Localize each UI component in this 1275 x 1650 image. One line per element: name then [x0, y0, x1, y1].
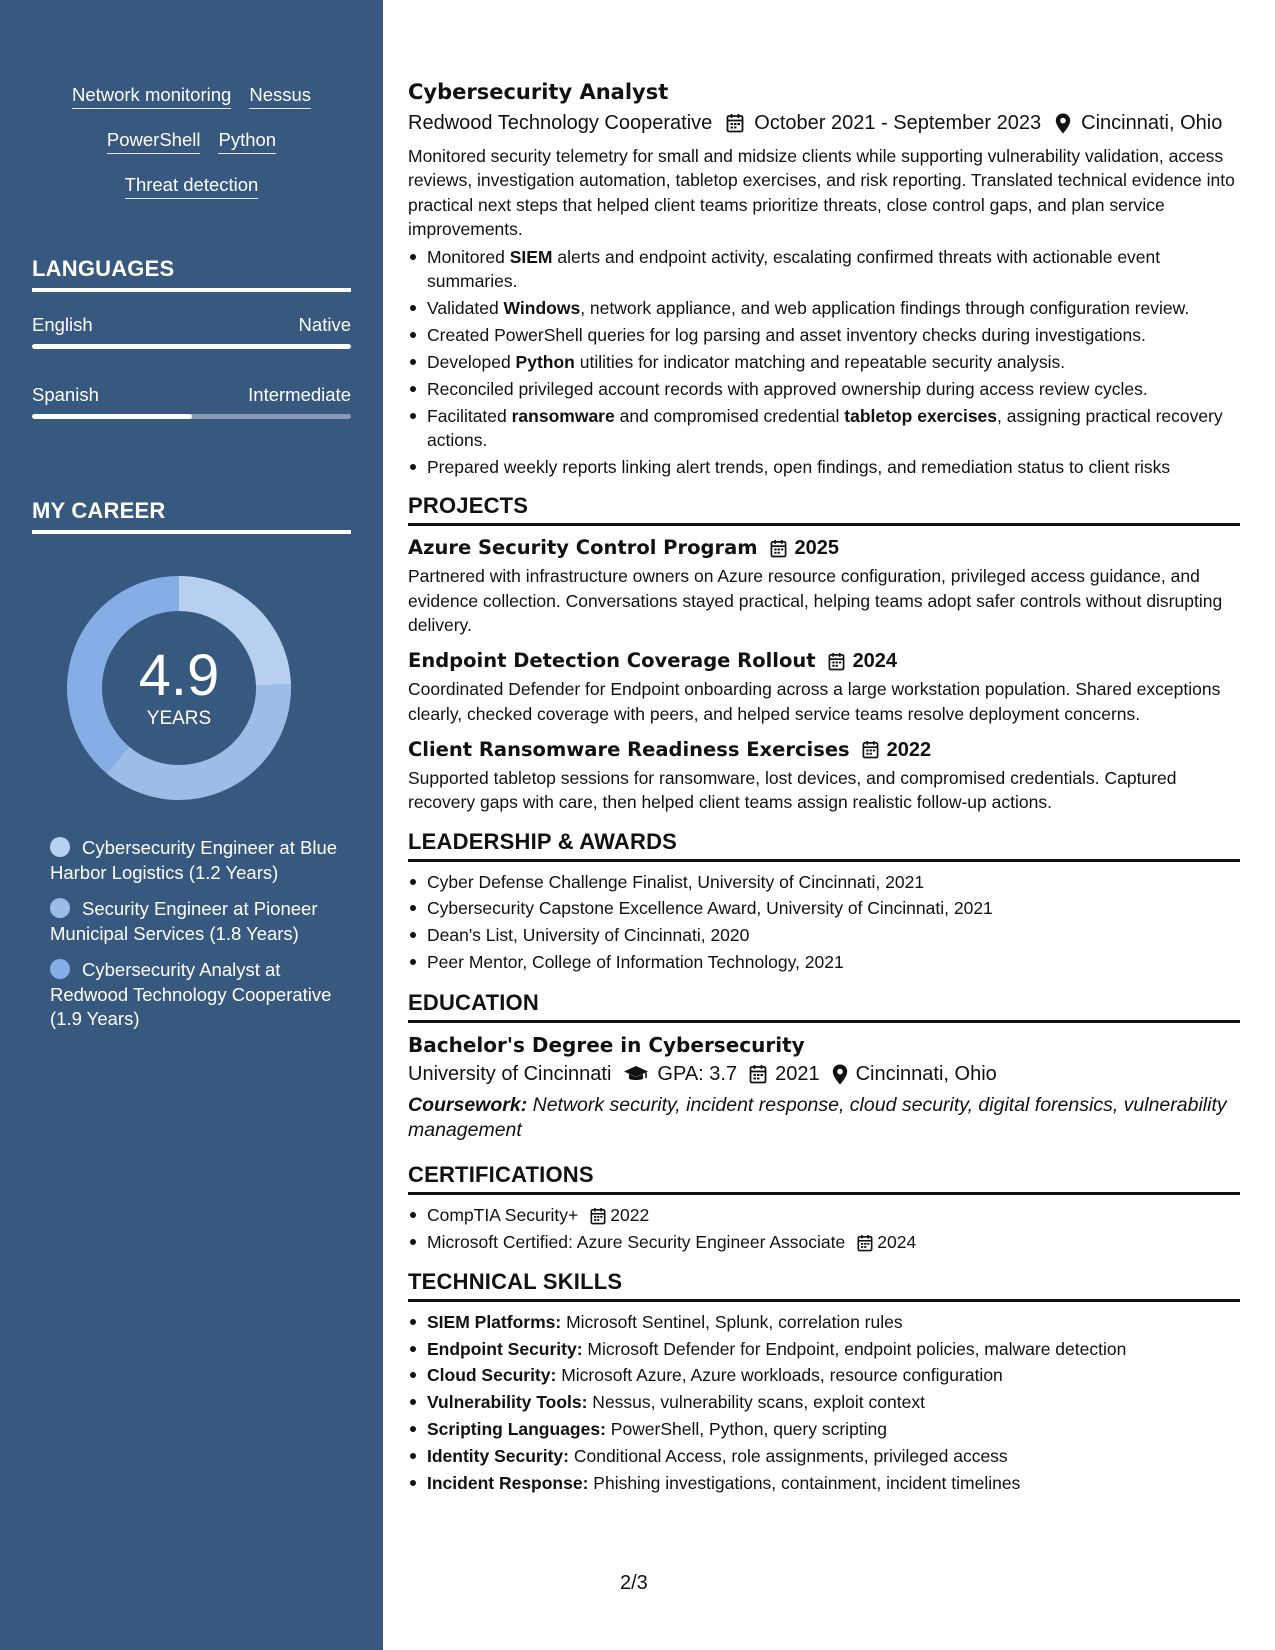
- legend-dot-icon: [50, 898, 70, 918]
- skill-label: Vulnerability Tools:: [427, 1392, 588, 1413]
- skill-tag: Network monitoring: [72, 84, 231, 109]
- calendar-icon: [770, 539, 787, 558]
- list-item: [408, 1363, 1240, 1387]
- career-total-value: 4.9: [138, 643, 220, 708]
- list-item: [408, 1417, 1240, 1441]
- calendar-icon: [749, 1064, 767, 1084]
- language-row-english: [32, 314, 351, 349]
- degree-title: Bachelor's Degree in Cybersecurity: [408, 1033, 805, 1058]
- cert-year: 2024: [877, 1232, 917, 1253]
- job-title: Cybersecurity Analyst: [408, 80, 669, 104]
- project-description: Supported tabletop sessions for ransomware, lost devices, and compromised credentials. Captured recovery gaps with care, then helped client teams assign realistic follow-up actions.: [408, 767, 1177, 813]
- graduation-year: 2021: [775, 1063, 820, 1086]
- project-description: Coordinated Defender for Endpoint onboarding across a large workstation population. Shared exceptions clearly, checked coverage with peers, and helped service teams resolve deployment concerns.: [408, 679, 1221, 724]
- skill-value: Microsoft Defender for Endpoint, endpoint policies, malware detection: [582, 1338, 1127, 1359]
- job-bullet: Created PowerShell queries for log parsing and asset inventory checks during investigations.: [408, 323, 1240, 347]
- list-item: [408, 1203, 1240, 1227]
- language-level: Intermediate: [248, 384, 351, 405]
- skill-value: Microsoft Sentinel, Splunk, correlation rules: [561, 1311, 903, 1332]
- skill-value: Phishing investigations, containment, incident timelines: [588, 1473, 1021, 1493]
- education-heading: EDUCATION: [408, 990, 1240, 1023]
- career-heading: MY CAREER: [32, 498, 351, 534]
- skill-tag: Threat detection: [125, 174, 259, 199]
- languages-heading: LANGUAGES: [32, 256, 351, 292]
- skill-label: Scripting Languages:: [427, 1419, 606, 1440]
- education-meta: [408, 1059, 1240, 1089]
- location-pin-icon: [1055, 113, 1071, 134]
- list-item: [408, 1444, 1240, 1468]
- leadership-list: [408, 870, 1240, 975]
- skill-label: Incident Response:: [427, 1473, 589, 1493]
- certifications-list: [408, 1203, 1240, 1254]
- skill-tag: Python: [218, 129, 276, 154]
- cert-name: Microsoft Certified: Azure Security Engineer Associate: [427, 1232, 846, 1253]
- calendar-icon: [828, 652, 845, 671]
- language-bar: [32, 414, 351, 419]
- legend-dot-icon: [50, 837, 70, 857]
- career-item: Cybersecurity Engineer at Blue Harbor Logistics (1.2 Years): [50, 837, 338, 883]
- job-bullet: Prepared weekly reports linking alert trends, open findings, and remediation status to client risks: [408, 455, 1240, 479]
- list-item: Peer Mentor, College of Information Technology, 2021: [408, 950, 1240, 974]
- skill-label: Endpoint Security:: [427, 1338, 583, 1359]
- skill-label: SIEM Platforms:: [427, 1311, 562, 1332]
- project-year: 2025: [794, 537, 840, 560]
- job-location: Cincinnati, Ohio: [1081, 112, 1223, 134]
- technical-skills-heading: TECHNICAL SKILLS: [408, 1269, 1240, 1302]
- calendar-icon: [857, 1234, 873, 1252]
- gpa: GPA: 3.7: [657, 1063, 738, 1086]
- calendar-icon: [862, 740, 879, 759]
- skill-value: Nessus, vulnerability scans, exploit context: [587, 1392, 925, 1413]
- list-item: Dean's List, University of Cincinnati, 2020: [408, 923, 1240, 947]
- cert-year: 2022: [610, 1205, 650, 1226]
- skill-value: PowerShell, Python, query scripting: [605, 1419, 888, 1440]
- skill-label: Identity Security:: [427, 1446, 569, 1467]
- job-bullets: [408, 245, 1240, 479]
- job-bullet: Developed Python utilities for indicator matching and repeatable security analysis.: [408, 350, 1240, 374]
- project-title: Azure Security Control Program: [408, 536, 758, 560]
- cert-name: CompTIA Security+: [427, 1205, 579, 1226]
- job-bullet: Facilitated ransomware and compromised credential tabletop exercises, assigning practical recovery actions.: [408, 404, 1240, 453]
- main-content: [408, 78, 1240, 1498]
- job-bullet: Monitored SIEM alerts and endpoint activity, escalating confirmed threats with actionable event summaries.: [408, 245, 1240, 294]
- leadership-heading: LEADERSHIP & AWARDS: [408, 829, 1240, 862]
- list-item: Cybersecurity Capstone Excellence Award, University of Cincinnati, 2021: [408, 896, 1240, 920]
- legend-dot-icon: [50, 959, 70, 979]
- project-entry: [408, 647, 1240, 726]
- project-description: Partnered with infrastructure owners on Azure resource configuration, privileged access guidance, and evidence collection. Conversations stayed practical, helping teams adopt safer controls without disrupting delivery.: [408, 566, 1223, 636]
- career-donut-chart: [66, 575, 292, 801]
- language-row-spanish: [32, 384, 351, 419]
- coursework: [408, 1093, 1240, 1142]
- job-bullet: Validated Windows, network appliance, and web application findings through configuration review.: [408, 296, 1240, 320]
- career-list: [50, 836, 350, 1044]
- company-name: Redwood Technology Cooperative: [408, 112, 713, 134]
- skill-value: Conditional Access, role assignments, privileged access: [568, 1446, 1008, 1467]
- project-title: Endpoint Detection Coverage Rollout: [408, 649, 816, 673]
- language-bar: [32, 344, 351, 349]
- job-summary: Monitored security telemetry for small and midsize clients while supporting vulnerability validation, access reviews, investigation automation, tabletop exercises, and risk reporting. Translated technical evidence into practical next steps that helped client teams prioritize threats, close control gaps, and plan service improvements.: [408, 146, 1235, 239]
- page-number: 2/3: [620, 1572, 648, 1594]
- language-bar-fill: [32, 414, 192, 419]
- graduation-cap-icon: [623, 1065, 649, 1083]
- language-bar-fill: [32, 344, 351, 349]
- language-name: English: [32, 314, 93, 335]
- list-item: [408, 1390, 1240, 1414]
- technical-skills-list: [408, 1310, 1240, 1496]
- skill-tags: [0, 84, 383, 219]
- skill-label: Cloud Security:: [427, 1365, 557, 1386]
- location-pin-icon: [832, 1064, 848, 1085]
- sidebar: [0, 0, 383, 1650]
- project-year: 2024: [852, 650, 898, 673]
- skill-tag: PowerShell: [107, 129, 201, 154]
- list-item: [408, 1310, 1240, 1334]
- coursework-text: Network security, incident response, cloud security, digital forensics, vulnerability management: [408, 1094, 1227, 1141]
- project-year: 2022: [886, 738, 932, 761]
- certifications-heading: CERTIFICATIONS: [408, 1162, 1240, 1195]
- job-dates: October 2021 - September 2023: [754, 112, 1042, 134]
- list-item: Cyber Defense Challenge Finalist, University of Cincinnati, 2021: [408, 870, 1240, 894]
- language-name: Spanish: [32, 384, 99, 405]
- skill-value: Microsoft Azure, Azure workloads, resource configuration: [556, 1365, 1003, 1386]
- calendar-icon: [726, 113, 744, 133]
- list-item: [408, 1337, 1240, 1361]
- career-item: Cybersecurity Analyst at Redwood Technology Cooperative (1.9 Years): [50, 959, 332, 1029]
- job-bullet: Reconciled privileged account records with approved ownership during access review cycles.: [408, 377, 1240, 401]
- job-meta: [408, 108, 1240, 138]
- project-entry: [408, 534, 1240, 637]
- calendar-icon: [590, 1207, 606, 1225]
- project-title: Client Ransomware Readiness Exercises: [408, 737, 850, 761]
- project-entry: [408, 736, 1240, 815]
- career-item: Security Engineer at Pioneer Municipal Services (1.8 Years): [50, 898, 318, 944]
- list-item: [408, 1471, 1240, 1495]
- coursework-label: Coursework:: [408, 1094, 528, 1117]
- projects-heading: PROJECTS: [408, 493, 1240, 526]
- school-location: Cincinnati, Ohio: [855, 1063, 997, 1086]
- language-level: Native: [298, 314, 351, 335]
- list-item: [408, 1230, 1240, 1254]
- career-total-unit: YEARS: [146, 708, 212, 729]
- school-name: University of Cincinnati: [408, 1063, 612, 1086]
- experience-entry: [408, 78, 1240, 479]
- skill-tag: Nessus: [249, 84, 311, 109]
